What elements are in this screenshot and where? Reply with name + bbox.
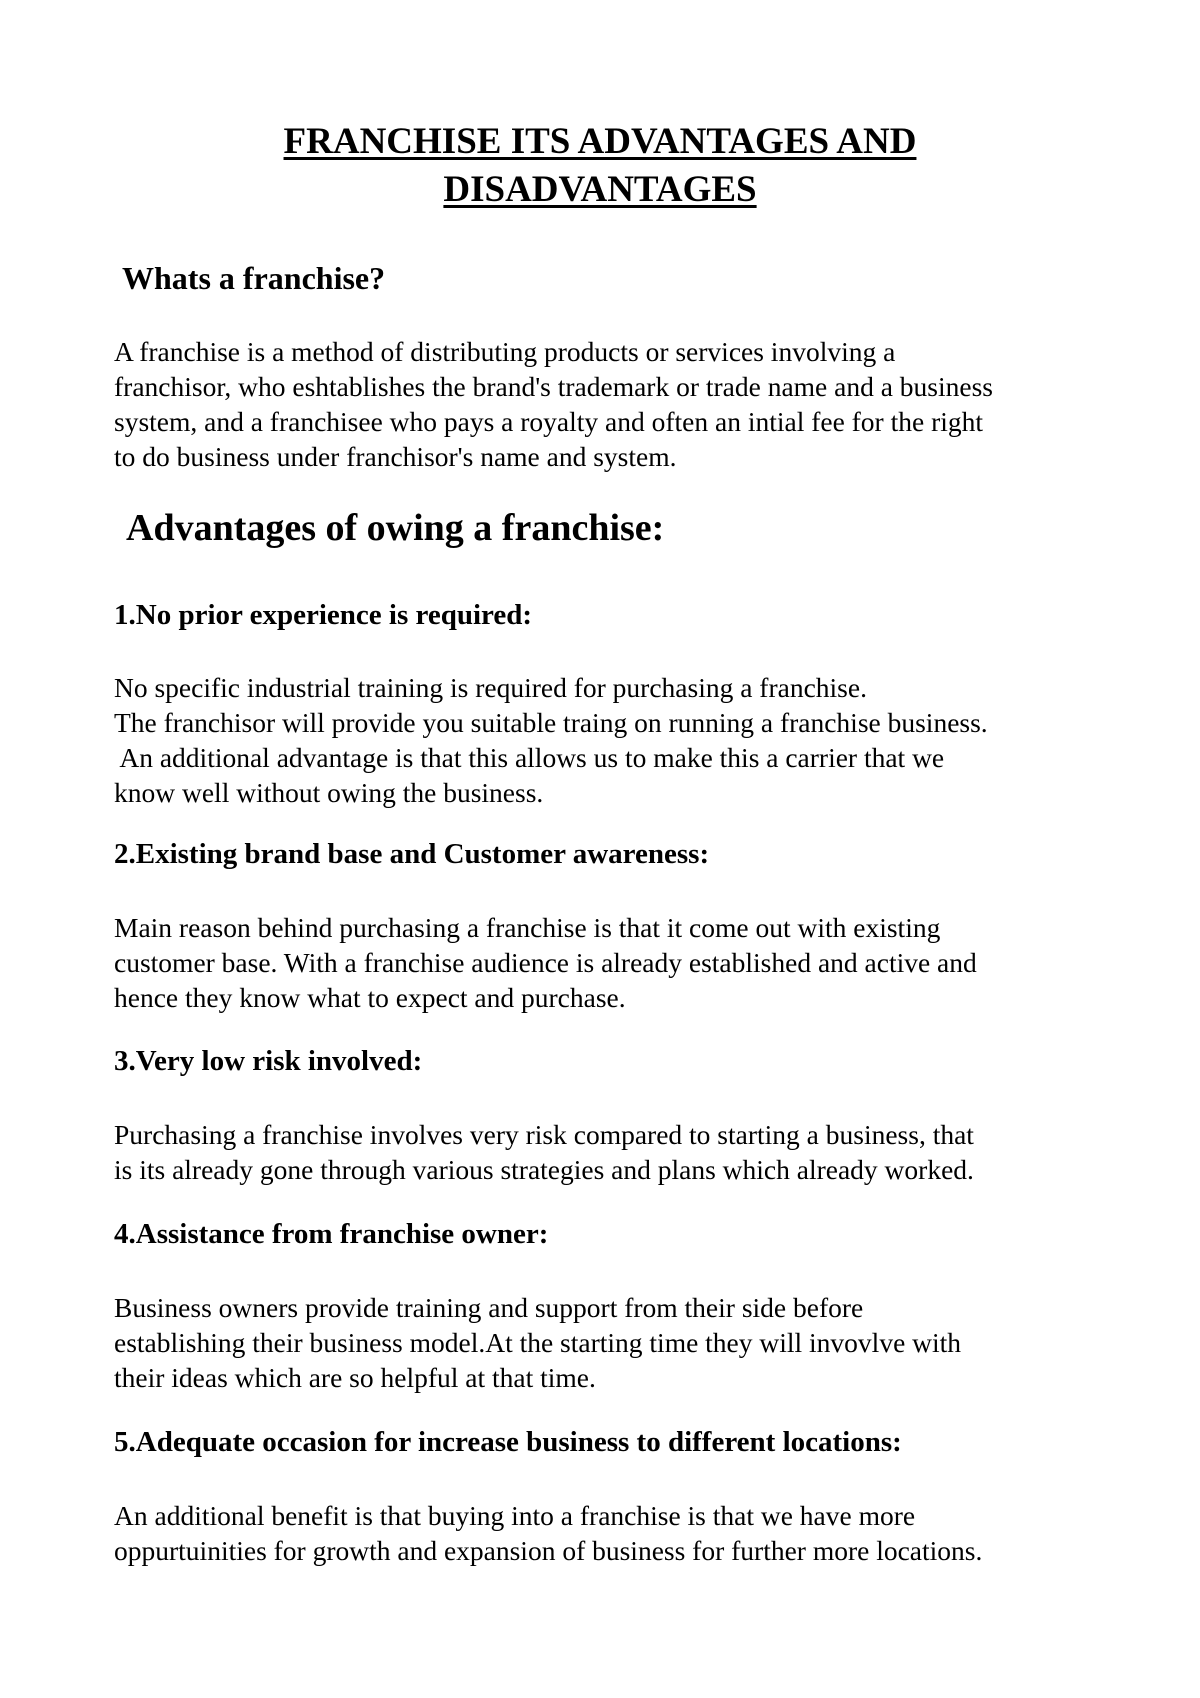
document-title xyxy=(0,118,1200,214)
paragraph-line: customer base. With a franchise audience is already established and active and xyxy=(114,947,977,978)
advantage-4-heading: 4.Assistance from franchise owner: xyxy=(114,1218,549,1250)
paragraph-line: Main reason behind purchasing a franchise is that it come out with existing xyxy=(114,912,941,943)
paragraph-line: their ideas which are so helpful at that time. xyxy=(114,1362,596,1393)
advantage-3-heading: 3.Very low risk involved: xyxy=(114,1045,423,1077)
paragraph-line: Business owners provide training and support from their side before xyxy=(114,1292,864,1323)
intro-heading: Whats a franchise? xyxy=(122,260,386,296)
paragraph-line: The franchisor will provide you suitable traing on running a franchise business. xyxy=(114,707,988,738)
advantages-heading: Advantages of owing a franchise: xyxy=(126,507,665,549)
paragraph-line: No specific industrial training is required for purchasing a franchise. xyxy=(114,672,867,703)
advantage-5-heading: 5.Adequate occasion for increase business to different locations: xyxy=(114,1426,902,1458)
paragraph-line: to do business under franchisor's name and system. xyxy=(114,441,677,472)
advantage-2-heading: 2.Existing brand base and Customer awareness: xyxy=(114,838,710,870)
paragraph-line: oppurtuinities for growth and expansion of business for further more locations. xyxy=(114,1535,983,1566)
paragraph-line: A franchise is a method of distributing products or services involving a xyxy=(114,336,896,367)
paragraph-line: establishing their business model.At the starting time they will invovlve with xyxy=(114,1327,962,1358)
advantage-1-paragraph xyxy=(114,670,1124,810)
advantage-2-paragraph xyxy=(114,910,1124,1015)
intro-paragraph xyxy=(114,334,1124,474)
paragraph-line: system, and a franchisee who pays a royalty and often an intial fee for the right xyxy=(114,406,984,437)
advantage-5-paragraph xyxy=(114,1498,1124,1568)
paragraph-line: hence they know what to expect and purchase. xyxy=(114,982,626,1013)
paragraph-line: Purchasing a franchise involves very risk compared to starting a business, that xyxy=(114,1119,974,1150)
paragraph-line: An additional benefit is that buying into a franchise is that we have more xyxy=(114,1500,916,1531)
paragraph-line: know well without owing the business. xyxy=(114,777,544,808)
advantage-1-heading: 1.No prior experience is required: xyxy=(114,599,533,631)
document-title-line-1: FRANCHISE ITS ADVANTAGES AND xyxy=(283,121,917,162)
advantage-3-paragraph xyxy=(114,1117,1124,1187)
advantage-4-paragraph xyxy=(114,1290,1124,1395)
document-title-line-2: DISADVANTAGES xyxy=(443,169,757,210)
paragraph-line: is its already gone through various strategies and plans which already worked. xyxy=(114,1154,974,1185)
paragraph-line: franchisor, who eshtablishes the brand's trademark or trade name and a business xyxy=(114,371,993,402)
paragraph-line: An additional advantage is that this allows us to make this a carrier that we xyxy=(114,742,945,773)
